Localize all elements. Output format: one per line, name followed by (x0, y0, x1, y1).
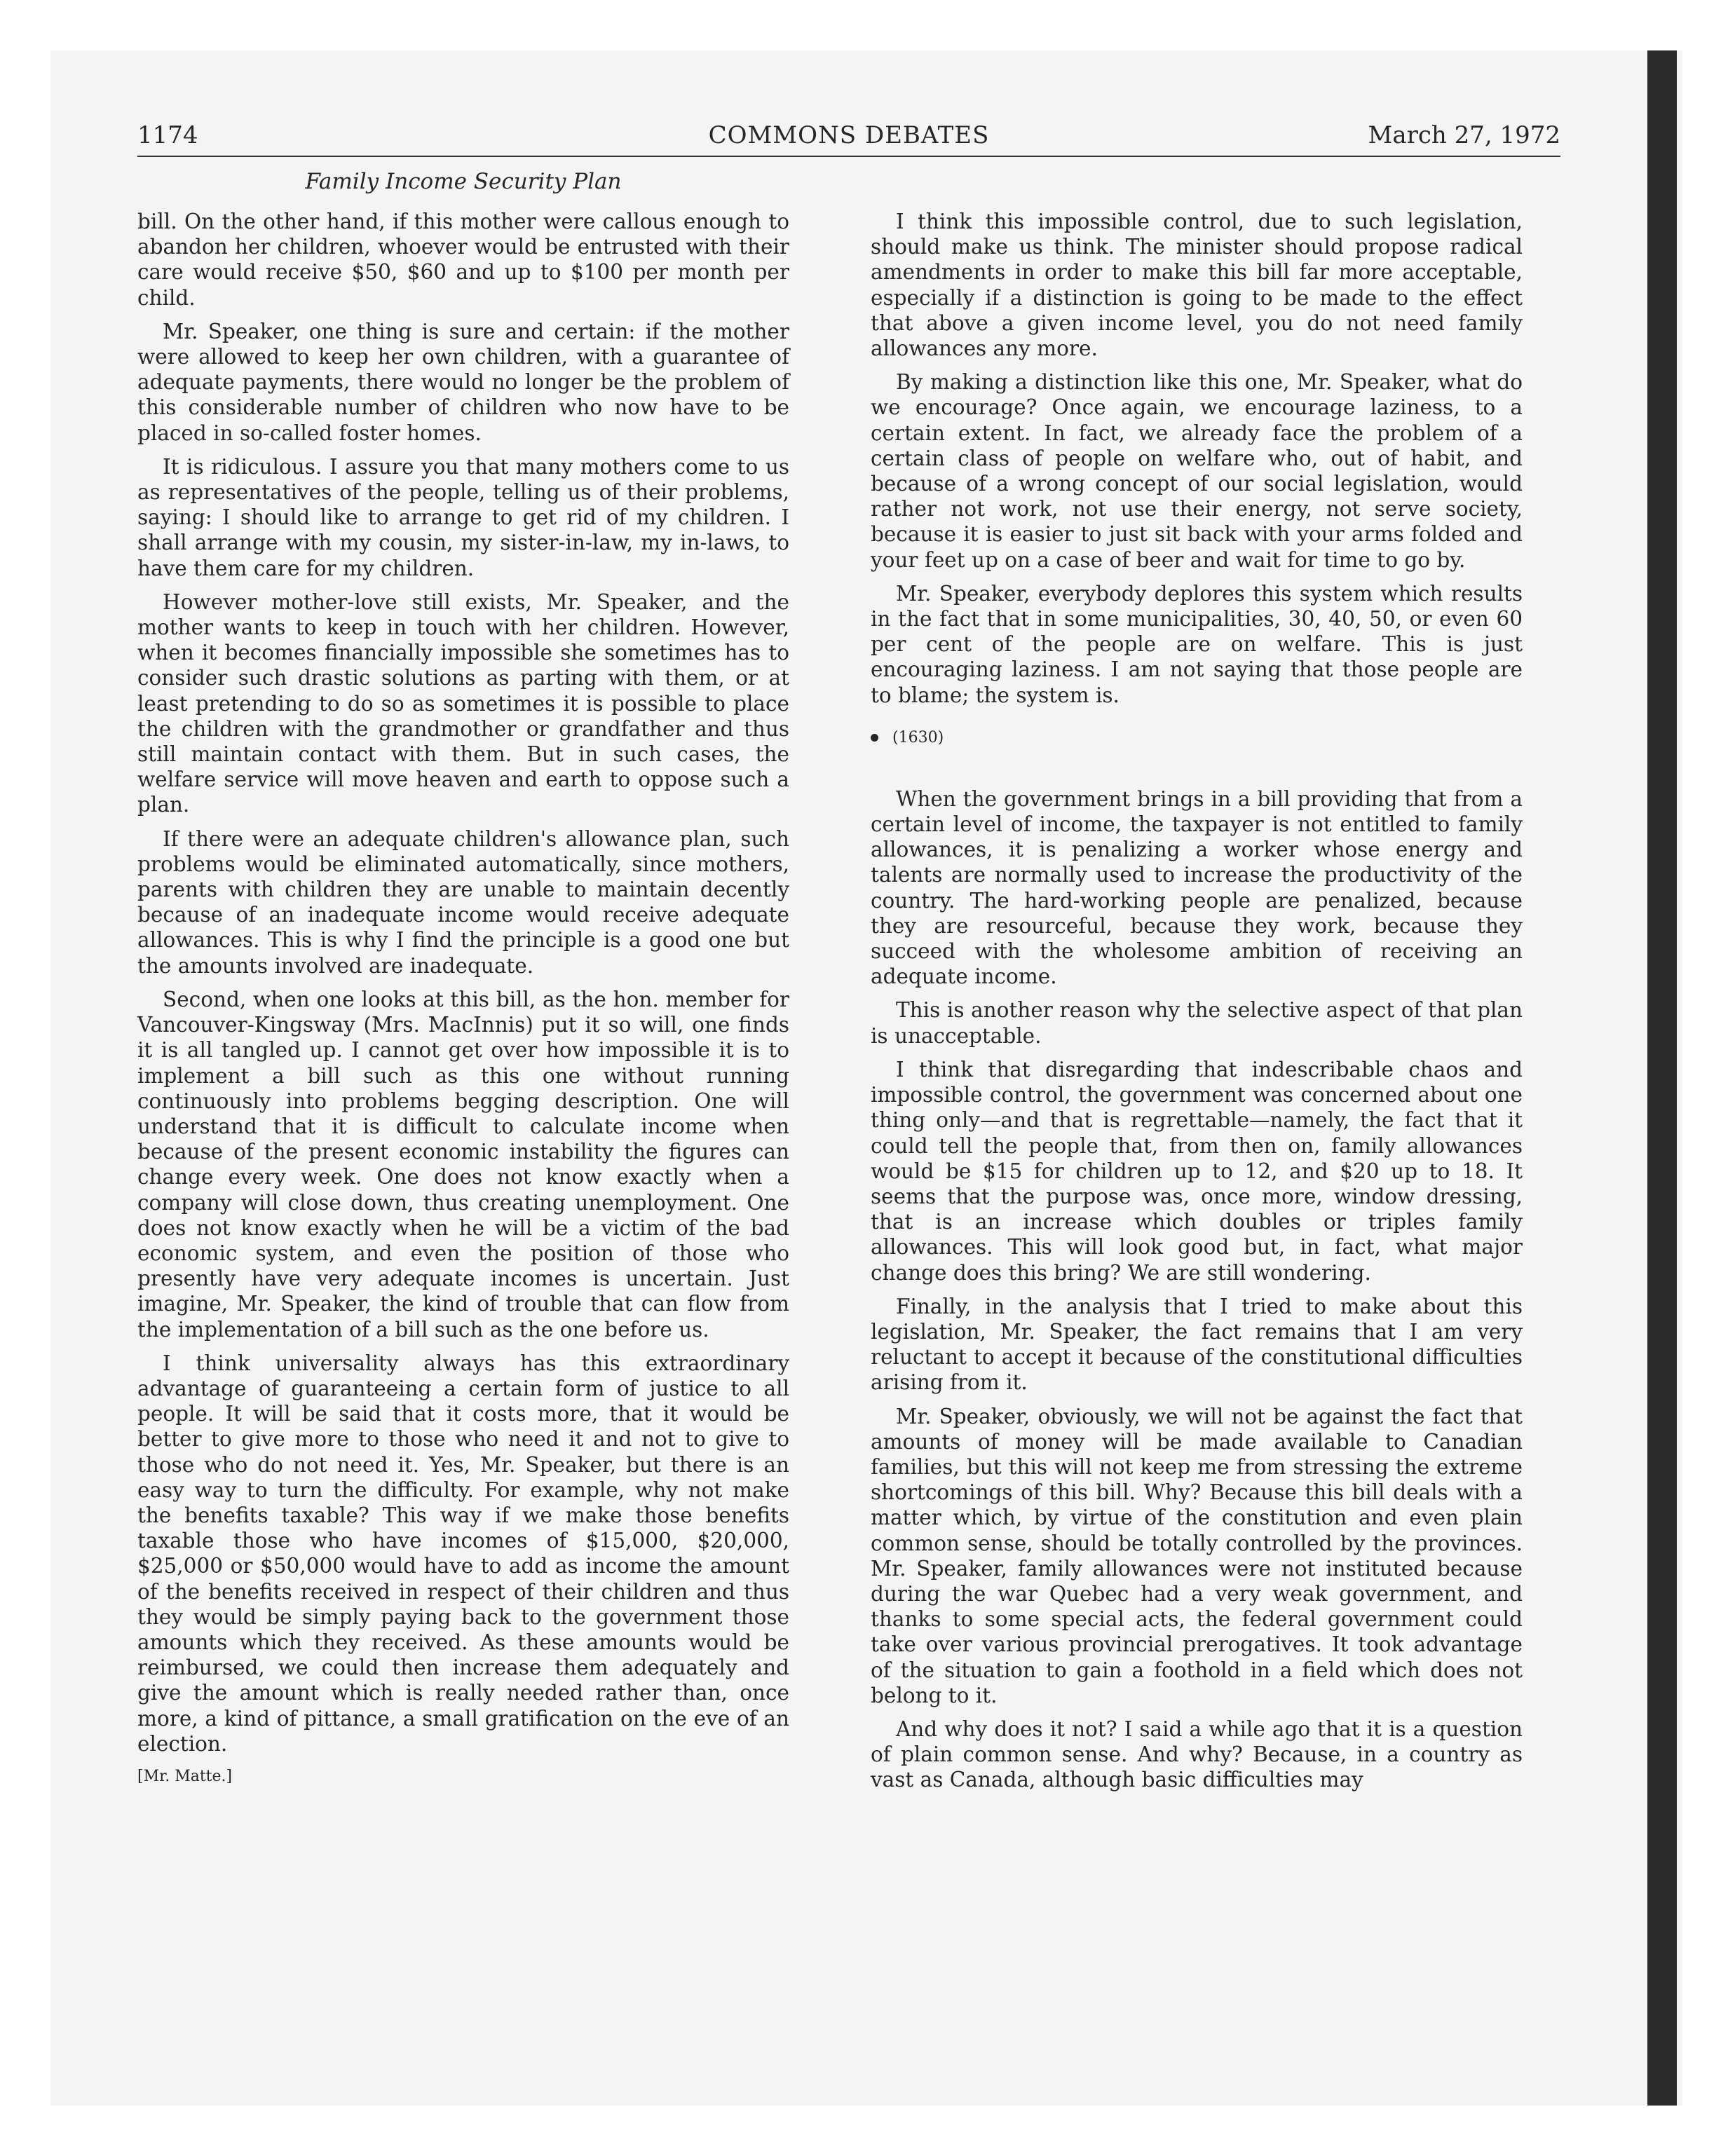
paragraph: When the government brings in a bill providing that from a certain level of income, the taxpayer is not entitled to family allowances, it is penalizing a worker whose energy and talents are normally used to increase the productivity of the country. The hard-working people are penalized, because they are resourceful, because they work, because they succeed with the wholesome ambition of receiving an adequate income. (871, 786, 1523, 989)
paragraph: I think universality always has this extraordinary advantage of guaranteeing a certain form of justice to all people. It will be said that it costs more, that it would be better to give more to those who need it and not to give to those who do not need it. Yes, Mr. Speaker, but there is an easy way to turn the difficulty. For example, why not make the benefits taxable? This way if we make those benefits taxable those who have incomes of $15,000, $20,000, $25,000 or $50,000 would have to add as income the amount of the benefits received in respect of their children and thus they would be simply paying back to the government those amounts which they received. As these amounts would be reimbursed, we could then increase them adequately and give the amount which is really needed rather than, once more, a kind of pittance, a small gratification on the eve of an election. (137, 1351, 789, 1756)
paragraph: This is another reason why the selective aspect of that plan is unacceptable. (871, 998, 1523, 1048)
section-title: Family Income Security Plan (305, 169, 622, 194)
header-date: March 27, 1972 (1368, 121, 1560, 149)
paragraph: bill. On the other hand, if this mother were callous enough to abandon her children, whoever would be entrusted with their care would receive $50, $60 and up to $100 per month per child. (137, 210, 789, 310)
left-column (137, 209, 789, 1787)
running-header (137, 119, 1560, 157)
scan-dark-edge (1647, 50, 1677, 2106)
speaker-attribution: [Mr. Matte.] (137, 1767, 233, 1785)
paragraph: By making a distinction like this one, Mr. Speaker, what do we encourage? Once again, we encourage laziness, to a certain extent. In fact, we already face the problem of a certain class of people on welfare who, out of habit, and because of a wrong concept of our social legislation, would rather not work, not use their energy, not serve society, because it is easier to just sit back with your arms folded and your feet up on a case of beer and wait for time to go by. (871, 370, 1523, 572)
page-number: 1174 (137, 121, 198, 149)
paragraph: Second, when one looks at this bill, as the hon. member for Vancouver-Kingsway (Mrs. MacInnis) put it so will, one finds it is all tangled up. I cannot get over how impossible it is to implement a bill such as this one without running continuously into problems begging description. One will understand that it is difficult to calculate income when because of the present economic instability the figures can change every week. One does not know exactly when a company will close down, thus creating unemployment. One does not know exactly when he will be a victim of the bad economic system, and even the position of those who presently have very adequate incomes is uncertain. Just imagine, Mr. Speaker, the kind of trouble that can flow from the implementation of a bill such as the one before us. (137, 987, 789, 1342)
time-marker (871, 728, 1523, 749)
paragraph: Mr. Speaker, obviously, we will not be against the fact that amounts of money will be made available to Canadian families, but this will not keep me from stressing the extreme shortcomings of this bill. Why? Because this bill deals with a matter which, by virtue of the constitution and even plain common sense, should be totally controlled by the provinces. Mr. Speaker, family allowances were not instituted because during the war Quebec had a very weak government, and thanks to some special acts, the federal government could take over various provincial prerogatives. It took advantage of the situation to gain a foothold in a field which does not belong to it. (871, 1404, 1523, 1707)
paragraph: However mother-love still exists, Mr. Speaker, and the mother wants to keep in touch with her children. However, when it becomes financially impossible she sometimes has to consider such drastic solutions as parting with them, or at least pretending to do so as sometimes it is possible to place the children with the grandmother or grandfather and thus still maintain contact with them. But in such cases, the welfare service will move heaven and earth to oppose such a plan. (137, 589, 789, 817)
paragraph: Finally, in the analysis that I tried to make about this legislation, Mr. Speaker, the fact remains that I am very reluctant to accept it because of the constitutional difficulties arising from it. (871, 1294, 1523, 1395)
bullet-icon (871, 734, 878, 742)
paragraph: And why does it not? I said a while ago that it is a question of plain common sense. And why? Because, in a country as vast as Canada, although basic difficulties may (871, 1717, 1523, 1792)
paragraph: It is ridiculous. I assure you that many mothers come to us as representatives of the people, telling us of their problems, saying: I should like to arrange to get rid of my children. I shall arrange with my cousin, my sister-in-law, my in-laws, to have them care for my children. (137, 454, 789, 580)
paragraph: I think that disregarding that indescribable chaos and impossible control, the government was concerned about one thing only—and that is regrettable—namely, the fact that it could tell the people that, from then on, family allowances would be $15 for children up to 12, and $20 up to 18. It seems that the purpose was, once more, window dressing, that is an increase which doubles or triples family allowances. This will look good but, in fact, what major change does this bring? We are still wondering. (871, 1057, 1523, 1285)
paragraph: I think this impossible control, due to such legislation, should make us think. The minister should propose radical amendments in order to make this bill far more acceptable, especially if a distinction is going to be made to the effect that above a given income level, you do not need family allowances any more. (871, 210, 1523, 361)
right-column (871, 209, 1523, 1801)
paragraph: Mr. Speaker, one thing is sure and certain: if the mother were allowed to keep her own children, with a guarantee of adequate payments, there would no longer be the problem of this considerable number of children who now have to be placed in so-called foster homes. (137, 319, 789, 445)
paragraph: Mr. Speaker, everybody deplores this system which results in the fact that in some municipalities, 30, 40, 50, or even 60 per cent of the people are on welfare. This is just encouraging laziness. I am not saying that those people are to blame; the system is. (871, 581, 1523, 707)
time-marker-label: (1630) (892, 728, 944, 746)
publication-title: COMMONS DEBATES (708, 121, 990, 149)
document-page (137, 119, 1560, 1913)
paragraph: If there were an adequate children's allowance plan, such problems would be eliminated automatically, since mothers, parents with children they are unable to maintain decently because of an inadequate income would receive adequate allowances. This is why I find the principle is a good one but the amounts involved are inadequate. (137, 826, 789, 978)
